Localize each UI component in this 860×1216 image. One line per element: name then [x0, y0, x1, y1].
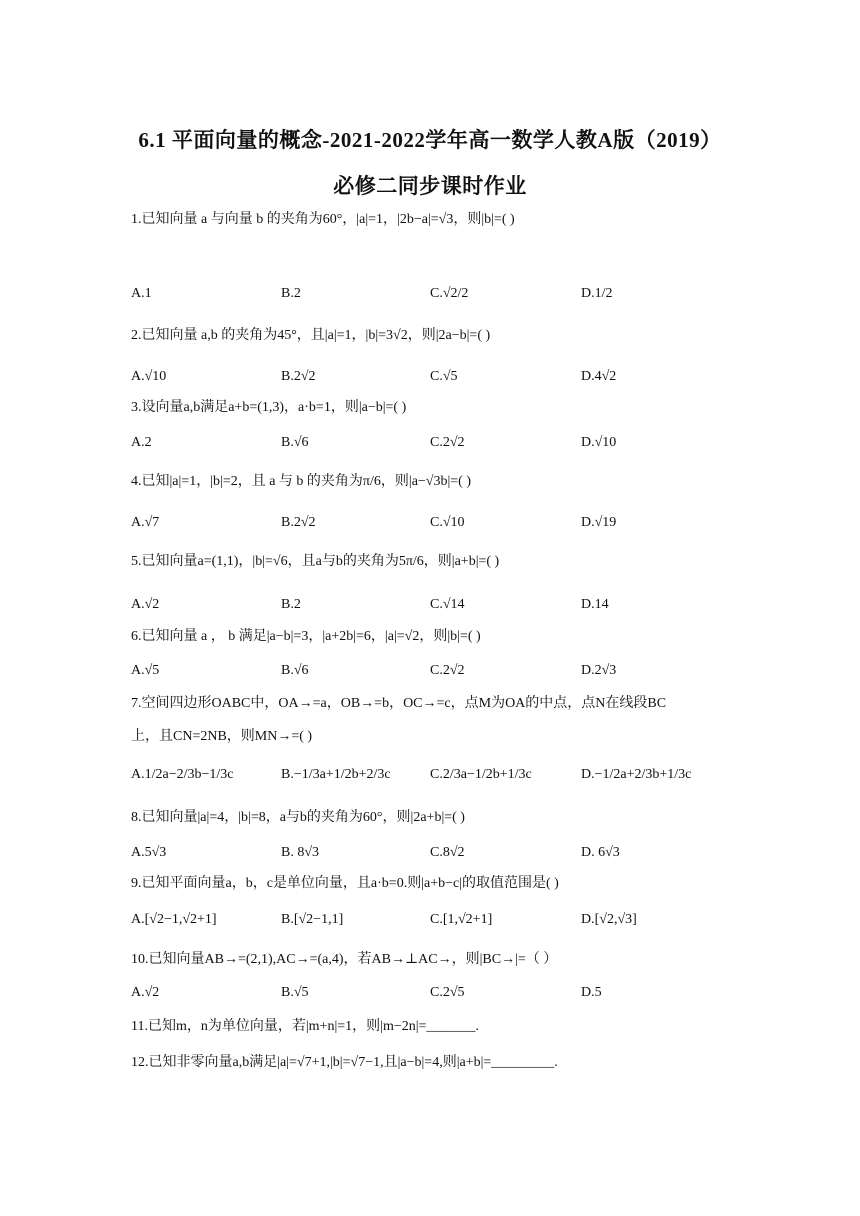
question-2-option-b: B.2√2: [281, 369, 316, 384]
question-4-stem: 4.已知|a|=1，|b|=2，且 a 与 b 的夹角为π/6，则|a−√3b|=( ): [131, 474, 472, 489]
question-8-option-c: C.8√2: [430, 845, 465, 860]
question-4-option-d: D.√19: [581, 515, 617, 530]
question-7-stem: 7.空间四边形OABC中，OA→=a，OB→=b，OC→=c，点M为OA的中点，点N在线段BC: [131, 696, 667, 711]
question-2-option-c: C.√5: [430, 369, 458, 384]
question-6-option-b: B.√6: [281, 663, 309, 678]
question-9-option-b: B.[√2−1,1]: [281, 912, 344, 927]
question-5-option-b: B.2: [281, 597, 301, 612]
question-3-option-a: A.2: [131, 435, 152, 450]
worksheet-title-line2: 必修二同步课时作业: [333, 174, 527, 198]
question-4-option-c: C.√10: [430, 515, 465, 530]
question-7-option-b: B.−1/3a+1/2b+2/3c: [281, 767, 391, 782]
question-10-option-b: B.√5: [281, 985, 309, 1000]
question-9-option-d: D.[√2,√3]: [581, 912, 637, 927]
question-2-option-a: A.√10: [131, 369, 167, 384]
question-2-option-d: D.4√2: [581, 369, 617, 384]
question-7-option-a: A.1/2a−2/3b−1/3c: [131, 767, 234, 782]
question-1-option-b: B.2: [281, 286, 301, 301]
question-1-option-a: A.1: [131, 286, 152, 301]
question-7-option-d: D.−1/2a+2/3b+1/3c: [581, 767, 692, 782]
question-6-stem: 6.已知向量 a ， b 满足|a−b|=3，|a+2b|=6，|a|=√2，则|b|=( ): [131, 629, 481, 644]
question-11-stem: 11.已知m，n为单位向量，若|m+n|=1，则|m−2n|=_______.: [131, 1019, 479, 1034]
question-7-option-c: C.2/3a−1/2b+1/3c: [430, 767, 532, 782]
question-6-option-d: D.2√3: [581, 663, 617, 678]
question-5-stem: 5.已知向量a=(1,1)，|b|=√6，且a与b的夹角为5π/6，则|a+b|=( ): [131, 554, 500, 569]
question-5-option-a: A.√2: [131, 597, 160, 612]
worksheet-title-line1: 6.1 平面向量的概念-2021-2022学年高一数学人教A版（2019）: [138, 128, 722, 152]
question-6-option-c: C.2√2: [430, 663, 465, 678]
question-1-option-c: C.√2/2: [430, 286, 469, 301]
question-8-stem: 8.已知向量|a|=4，|b|=8，a与b的夹角为60°，则|2a+b|=( ): [131, 810, 465, 825]
question-10-option-d: D.5: [581, 985, 602, 1000]
question-3-stem: 3.设向量a,b满足a+b=(1,3)，a·b=1，则|a−b|=( ): [131, 400, 407, 415]
question-2-stem: 2.已知向量 a,b 的夹角为45°，且|a|=1，|b|=3√2，则|2a−b|=( ): [131, 328, 491, 343]
question-10-option-a: A.√2: [131, 985, 160, 1000]
question-7-stem-continued: 上，且CN=2NB，则MN→=( ): [131, 729, 313, 744]
question-3-option-d: D.√10: [581, 435, 617, 450]
question-10-option-c: C.2√5: [430, 985, 465, 1000]
question-8-option-b: B. 8√3: [281, 845, 320, 860]
question-1-option-d: D.1/2: [581, 286, 613, 301]
question-4-option-a: A.√7: [131, 515, 160, 530]
question-9-option-a: A.[√2−1,√2+1]: [131, 912, 217, 927]
question-8-option-a: A.5√3: [131, 845, 167, 860]
question-9-option-c: C.[1,√2+1]: [430, 912, 493, 927]
question-12-stem: 12.已知非零向量a,b满足|a|=√7+1,|b|=√7−1,且|a−b|=4,则|a+b|=_________.: [131, 1055, 558, 1070]
question-5-option-c: C.√14: [430, 597, 465, 612]
question-8-option-d: D. 6√3: [581, 845, 620, 860]
question-9-stem: 9.已知平面向量a，b，c是单位向量，且a·b=0.则|a+b−c|的取值范围是( ): [131, 876, 559, 891]
question-3-option-b: B.√6: [281, 435, 309, 450]
question-4-option-b: B.2√2: [281, 515, 316, 530]
question-10-stem: 10.已知向量AB→=(2,1),AC→=(a,4)，若AB→⊥AC→，则|BC→|=（ ）: [131, 952, 558, 967]
question-3-option-c: C.2√2: [430, 435, 465, 450]
question-5-option-d: D.14: [581, 597, 609, 612]
question-6-option-a: A.√5: [131, 663, 160, 678]
question-1-stem: 1.已知向量 a 与向量 b 的夹角为60°，|a|=1，|2b−a|=√3，则|b|=( ): [131, 212, 515, 227]
